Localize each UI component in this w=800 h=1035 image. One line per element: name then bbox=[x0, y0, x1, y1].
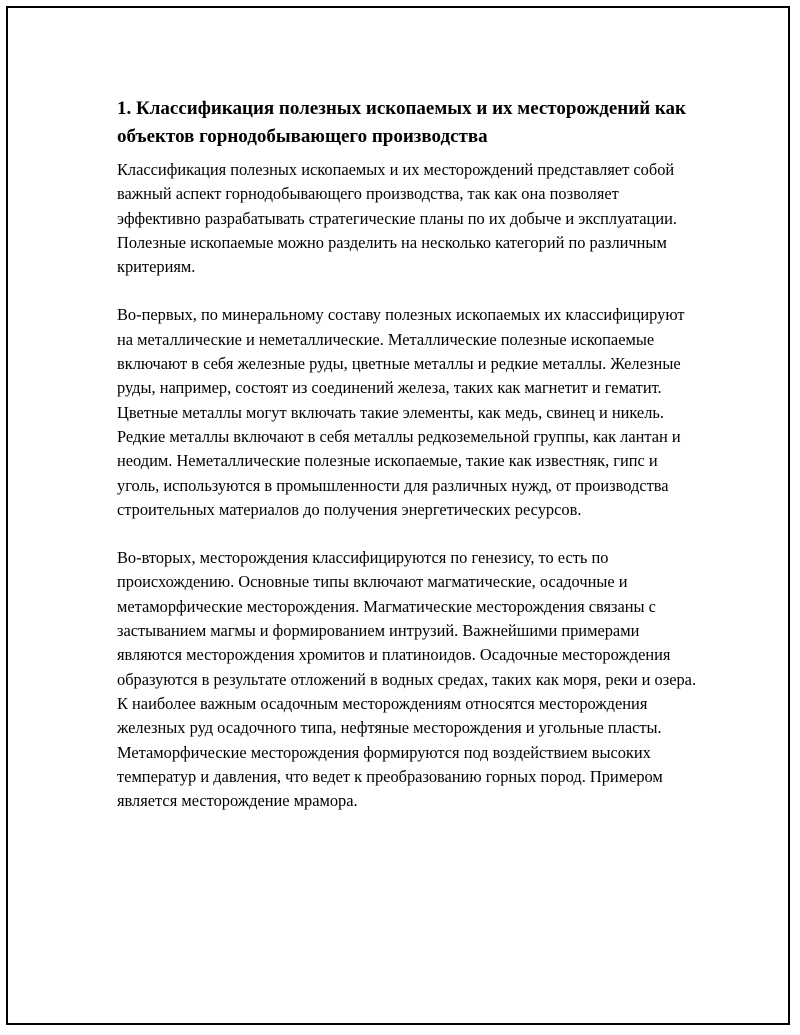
paragraph-intro: Классификация полезных ископаемых и их месторождений представляет собой важный аспект горнодобывающего производства, так как она позволяет эффективно разрабатывать стратегические планы по их добыче и эксплуатации. Полезные ископаемые можно разделить на несколько категорий по различным критериям. bbox=[117, 160, 677, 277]
paragraph-mineral-composition: Во-первых, по минеральному составу полезных ископаемых их классифицируют на металлические и неметаллические. Металлические полезные ископаемые включают в себя железные руды, цветные металлы и редкие металлы. Железные руды, например, состоят из соединений железа, таких как магнетит и гематит. Цветные металлы могут включать такие элементы, как медь, свинец и никель. Редкие металлы включают в себя металлы редкоземельной группы, как лантан и неодим. Неметаллические полезные ископаемые, такие как известняк, гипс и уголь, используются в промышленности для различных нужд, от производства строительных материалов до получения энергетических ресурсов. bbox=[117, 305, 685, 519]
section-heading: 1. Классификация полезных ископаемых и их месторождений как объектов горнодобывающего производства bbox=[117, 98, 686, 147]
paragraph-genesis: Во-вторых, месторождения классифицируются по генезису, то есть по происхождению. Основные типы включают магматические, осадочные и метаморфические месторождения. Магматические месторождения связаны с застыванием магмы и формированием интрузий. Важнейшими примерами являются месторождения хромитов и платиноидов. Осадочные месторождения образуются в результате отложений в водных средах, таких как моря, реки и озера. К наиболее важным осадочным месторождениям относятся месторождения железных руд осадочного типа, нефтяные месторождения и угольные пласты. Метаморфические месторождения формируются под воздействием высоких температур и давления, что ведет к преобразованию горных пород. Примером является месторождение мрамора. bbox=[117, 548, 697, 811]
document-body bbox=[117, 95, 697, 837]
